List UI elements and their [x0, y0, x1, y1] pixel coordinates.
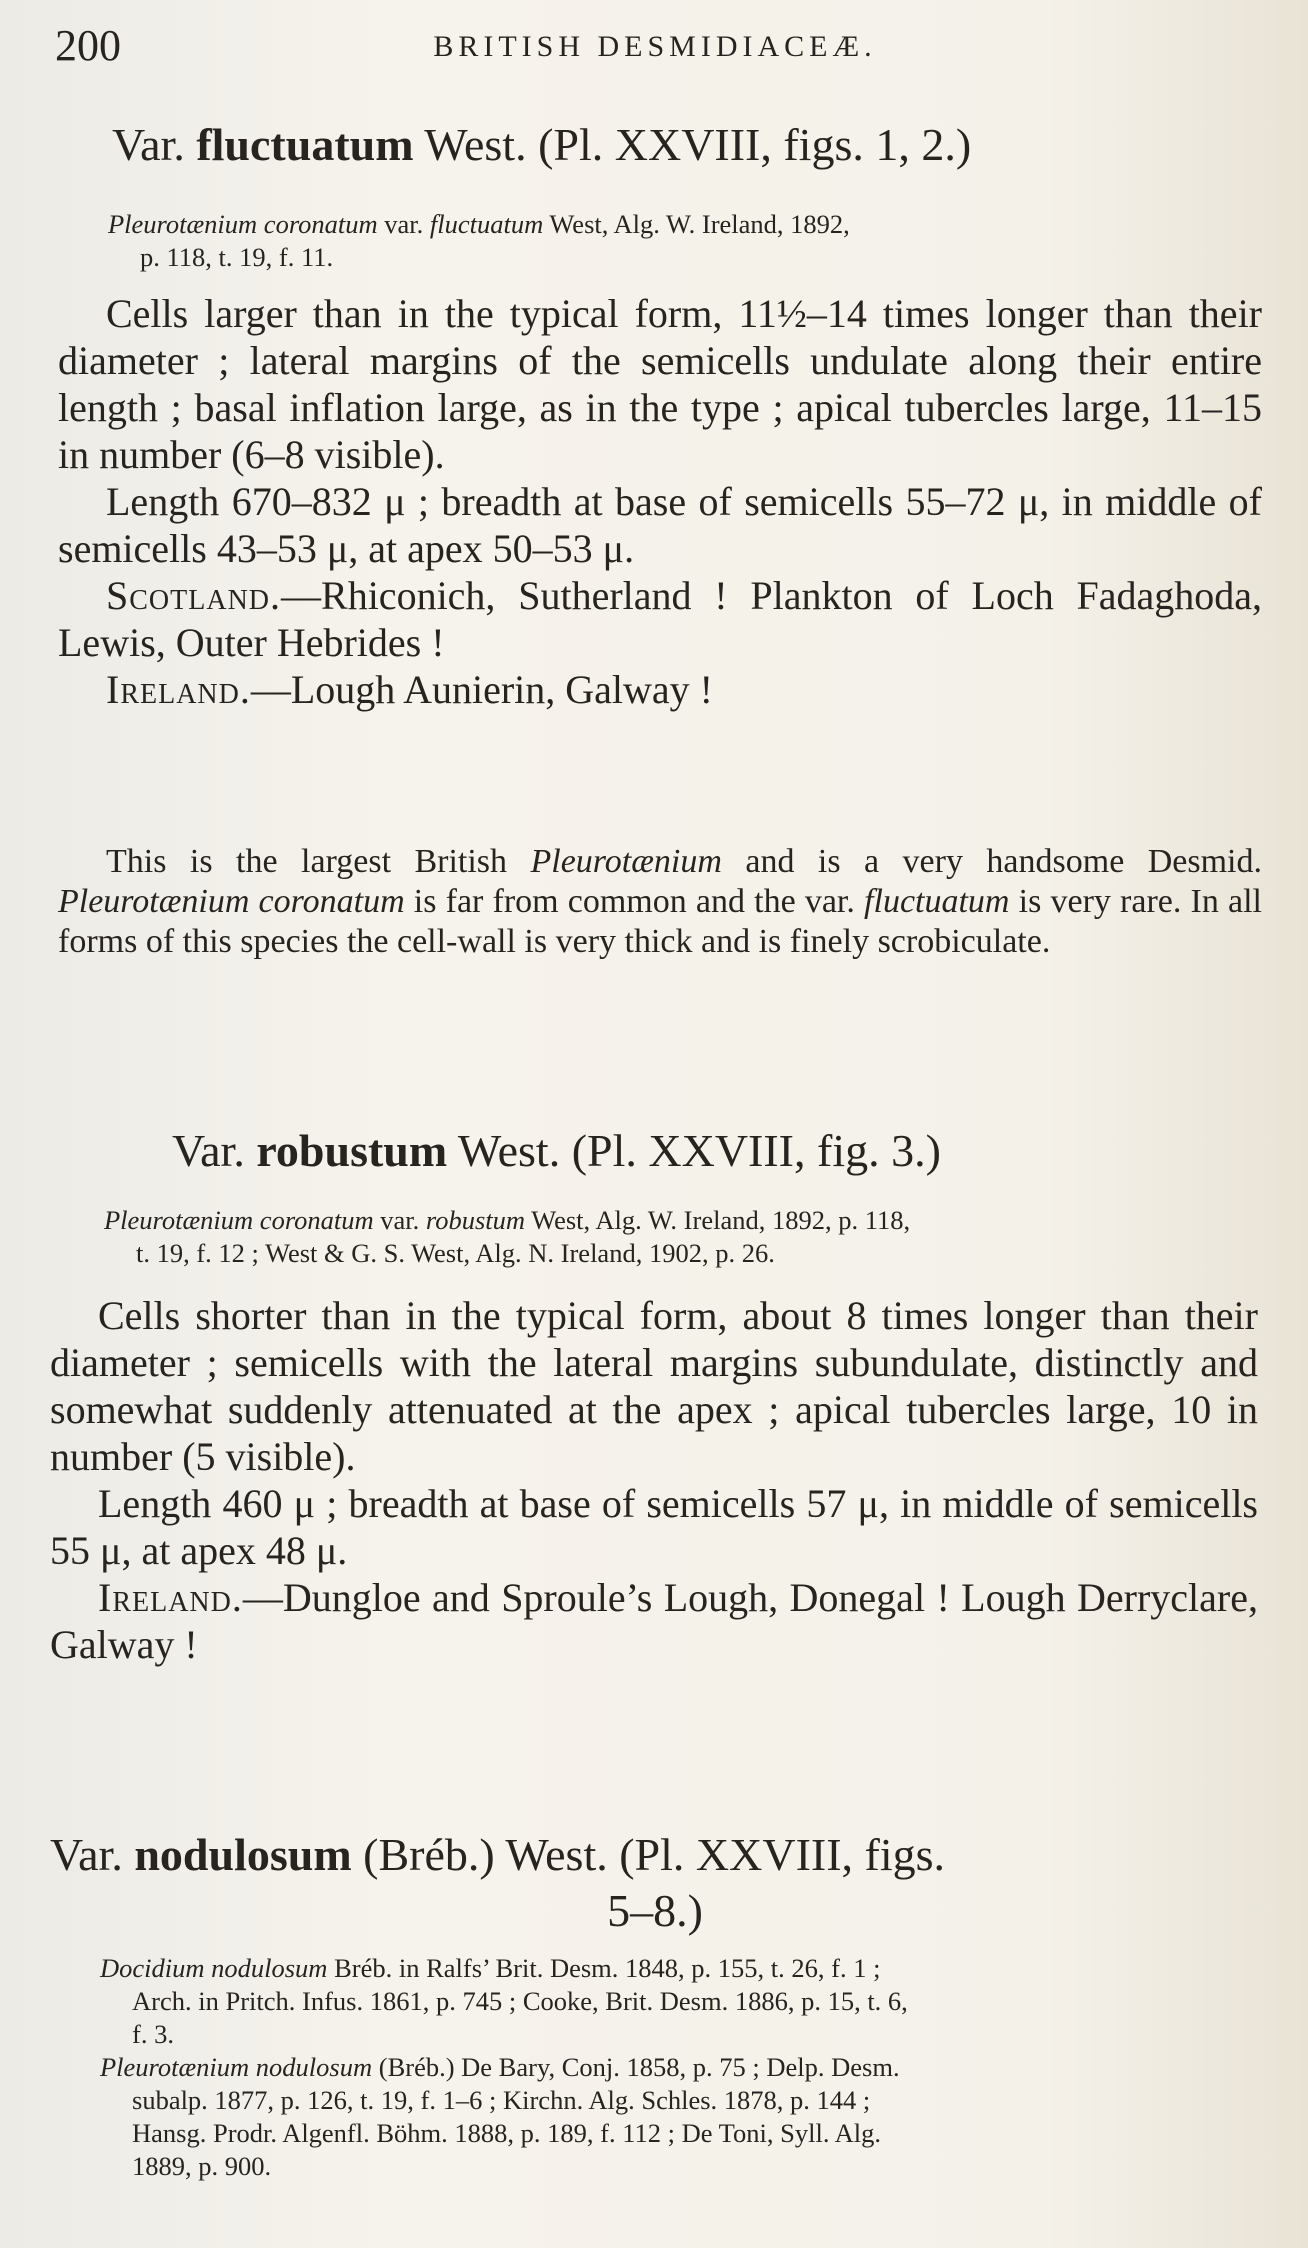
- variety-name: fluctuatum: [196, 119, 414, 170]
- note-fluctuatum: This is the largest British Pleurotænium and is a very handsome Desmid. Pleurotænium coronatum is far from common and the var. fluctuatum is very rare. In all forms of this species the cell-wall is very thick and is finely scrobiculate.: [58, 843, 1262, 960]
- cell-description: Cells shorter than in the typical form, about 8 times longer than their diameter ; semicells with the lateral margins subundulate, distinctly and somewhat suddenly attenuated at the apex ; apical tubercles large, 10 in number (5 visible).: [50, 1293, 1258, 1479]
- cell-description: Cells larger than in the typical form, 11½–14 times longer than their diameter ; lateral margins of the semicells undulate along their entire length ; basal inflation large, as in the type ; apical tubercles large, 11–15 in number (6–8 visible).: [58, 291, 1262, 477]
- locality-ireland: Ireland.—Dungloe and Sproule’s Lough, Donegal ! Lough Derryclare, Galway !: [50, 1575, 1258, 1667]
- synonymy-fluctuatum: Pleurotænium coronatum var. fluctuatum West, Alg. W. Ireland, 1892, p. 118, t. 19, f. 11.: [108, 209, 850, 272]
- description-robustum: [50, 1292, 1258, 1668]
- running-title: BRITISH DESMIDIACEÆ.: [433, 30, 877, 63]
- locality-scotland: Scotland.—Rhiconich, Sutherland ! Plankton of Loch Fadaghoda, Lewis, Outer Hebrides !: [58, 573, 1262, 665]
- variety-heading-robustum: Var. robustum West. (Pl. XXVIII, fig. 3.): [172, 1125, 941, 1176]
- measurements: Length 460 μ ; breadth at base of semicells 57 μ, in middle of semicells 55 μ, at apex 48 μ.: [50, 1481, 1258, 1573]
- variety-heading-nodulosum: Var. nodulosum (Bréb.) West. (Pl. XXVIII, figs.: [50, 1829, 946, 1880]
- measurements: Length 670–832 μ ; breadth at base of semicells 55–72 μ, in middle of semicells 43–53 μ, at apex 50–53 μ.: [58, 479, 1262, 571]
- variety-name: nodulosum: [134, 1829, 352, 1880]
- variety-name: robustum: [256, 1125, 448, 1176]
- variety-heading-nodulosum-cont: 5–8.): [607, 1885, 703, 1936]
- variety-heading-fluctuatum: Var. fluctuatum West. (Pl. XXVIII, figs. 1, 2.): [112, 119, 972, 170]
- synonymy-robustum: Pleurotænium coronatum var. robustum West, Alg. W. Ireland, 1892, p. 118, t. 19, f. 12 ; West & G. S. West, Alg. N. Ireland, 1902, p. 26.: [104, 1205, 911, 1268]
- page-number: 200: [55, 21, 121, 70]
- running-header: [55, 20, 1255, 80]
- synonymy-nodulosum: Docidium nodulosum Bréb. in Ralfs’ Brit. Desm. 1848, p. 155, t. 26, f. 1 ; Arch. in Pritch. Infus. 1861, p. 745 ; Cooke, Brit. Desm. 1886, p. 15, t. 6, f. 3. Pleurotænium nodulosum (Bréb.) De Bary, Conj. 1858, p. 75 ; Delp. Desm. subalp. 1877, p. 126, t. 19, f. 1–6 ; Kirchn. Alg. Schles. 1878, p. 144 ; Hansg. Prodr. Algenfl. Böhm. 1888, p. 189, f. 112 ; De Toni, Syll. Alg. 1889, p. 900.: [100, 1953, 908, 2181]
- description-fluctuatum: [58, 290, 1262, 713]
- locality-ireland: Ireland.—Lough Aunierin, Galway !: [106, 667, 714, 712]
